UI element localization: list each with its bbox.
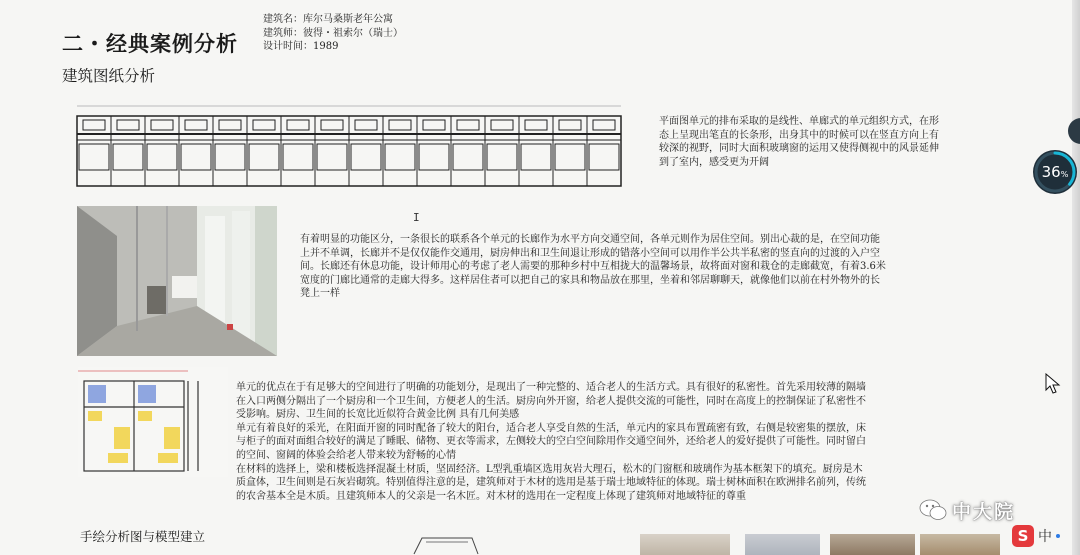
plan-window	[321, 120, 343, 130]
progress-readout: 36%	[1041, 163, 1069, 181]
wechat-icon	[918, 497, 948, 523]
photo-thumb-2	[745, 534, 820, 555]
plan-window	[117, 120, 139, 130]
plan-unit-cell	[215, 144, 245, 170]
page-title: 二・经典案例分析	[62, 32, 238, 56]
plan-unit-cell	[147, 144, 177, 170]
plan-unit-cell	[555, 144, 585, 170]
photo-thumb-4	[920, 534, 1000, 555]
plan-unit-cell	[283, 144, 313, 170]
plan-window	[151, 120, 173, 130]
section-subtitle: 建筑图纸分析	[62, 67, 156, 85]
plan-window	[83, 120, 105, 130]
plan-unit-cell	[79, 144, 109, 170]
plan-window	[287, 120, 309, 130]
meta-year: 设计时间：1989	[263, 41, 339, 52]
plan-unit-cell	[419, 144, 449, 170]
watermark	[918, 493, 1015, 527]
plan-unit-cell	[453, 144, 483, 170]
watermark-text: 中大院	[952, 500, 1016, 523]
building-meta	[263, 13, 403, 54]
plan-unit-cell	[317, 144, 347, 170]
plan-window	[185, 120, 207, 130]
photo-thumb-1	[640, 534, 730, 555]
corridor-photo	[77, 206, 277, 356]
plan-window	[525, 120, 547, 130]
plan-window	[593, 120, 615, 130]
page-edge	[1072, 0, 1080, 555]
plan-unit-cell	[487, 144, 517, 170]
plan-description: 平面图单元的排布采取的是线性、单廊式的单元组织方式，在形态上呈现出笔直的长条形，出身其中的时候可以在竖直方向上有较深的视野，同时大面积玻璃窗的运用又使得侧视中的风景延伸到了室内，感受更为开阔	[659, 116, 939, 168]
ime-toolbar[interactable]	[1012, 522, 1060, 550]
sketch-thumbnail	[412, 534, 482, 555]
corridor-description: 有着明显的功能区分，一条很长的联系各个单元的长廊作为水平方向交通空间，各单元则作为居住空间。别出心裁的是，在空间功能上并不单调，长廊并不是仅仅能作交通用，厨房伸出和卫生间退让形成的错落小空间可以用作半公共半私密的竖直向的过渡的入户空间。长廊还有休息功能，设计师用心的考虑了老人需要的那种乡村中互相拢大的温馨场景，故将面对窗和栽仓的走廊截宽，有着3.6米宽度的门廊比通常的走廊大得多。这样居住者可以把自己的家具和物品放在那里，坐着和邻居聊聊天，就像他们以前在村外物外的长凳上一样	[300, 234, 886, 300]
unit-plan-drawing	[78, 367, 228, 477]
ime-mode[interactable]: 中	[1038, 529, 1052, 545]
plan-window	[355, 120, 377, 130]
plan-window	[457, 120, 479, 130]
plan-unit-cell	[385, 144, 415, 170]
plan-unit-cell	[351, 144, 381, 170]
plan-unit-cell	[113, 144, 143, 170]
plan-window	[253, 120, 275, 130]
sogou-logo-icon[interactable]: S	[1012, 525, 1034, 547]
photo-thumb-3	[830, 534, 915, 555]
text-cursor: I	[413, 211, 420, 224]
unit-description	[236, 381, 868, 503]
ime-punct-icon[interactable]	[1056, 534, 1060, 538]
plan-unit-cell	[521, 144, 551, 170]
plan-window	[423, 120, 445, 130]
unit-description-text: 单元的优点在于有足够大的空间进行了明确的功能划分，是现出了一种完整的、适合老人的生活方式。具有很好的私密性。首先采用较薄的隔墙在入口两侧分隔出了一个厨房和一个卫生间，方便老人的生活。厨房向外开窗，给老人提供交流的可能性，同时在高度上的控制保证了私密性不受影响。厨房、卫生间的长宽比近似符合黄金比例 具有几何美感 单元有着良好的采光，在阳面开窗的同时配备了较大的阳台，适合老人享受自然的生活，单元内的家具布置疏密有致，右侧是较密集的摆放，床与柜子的面对面组合较好的满足了睡眠、储物、更衣等需求，左侧较大的空白空间除用作交通空间外，还给老人的爱好提供了可能性。同时留白的空间、窗阔的体验会给老人带来较为舒畅的心情 在材料的选择上，梁和楼板选择混凝土材质，坚固经济。L型乳重墙区选用灰岩大理石，松木的门窗框和玻璃作为基本框架下的填充。厨房是木质盒体，卫生间则是石灰岩砌筑。特别值得注意的是，建筑师对于木材的选用是基于瑞士地域特征的体现。瑞士树林面积在欧洲排名前列，传统的农舍基本全是木质。且建筑师本人的父亲是一名木匠。对木材的选用在一定程度上体现了建筑师对地域特征的尊重	[236, 382, 866, 502]
plan-window	[491, 120, 513, 130]
plan-unit-cell	[181, 144, 211, 170]
plan-window	[219, 120, 241, 130]
plan-window	[389, 120, 411, 130]
floor-plan-drawing	[75, 104, 623, 190]
mouse-pointer-icon	[1045, 373, 1061, 395]
plan-unit-cell	[589, 144, 619, 170]
meta-architect: 建筑师：彼得・祖索尔（瑞士）	[263, 27, 403, 39]
plan-unit-cell	[249, 144, 279, 170]
sketch-caption: 手绘分析图与模型建立	[80, 529, 206, 544]
plan-window	[559, 120, 581, 130]
meta-building: 建筑名：库尔马桑斯老年公寓	[263, 14, 393, 25]
